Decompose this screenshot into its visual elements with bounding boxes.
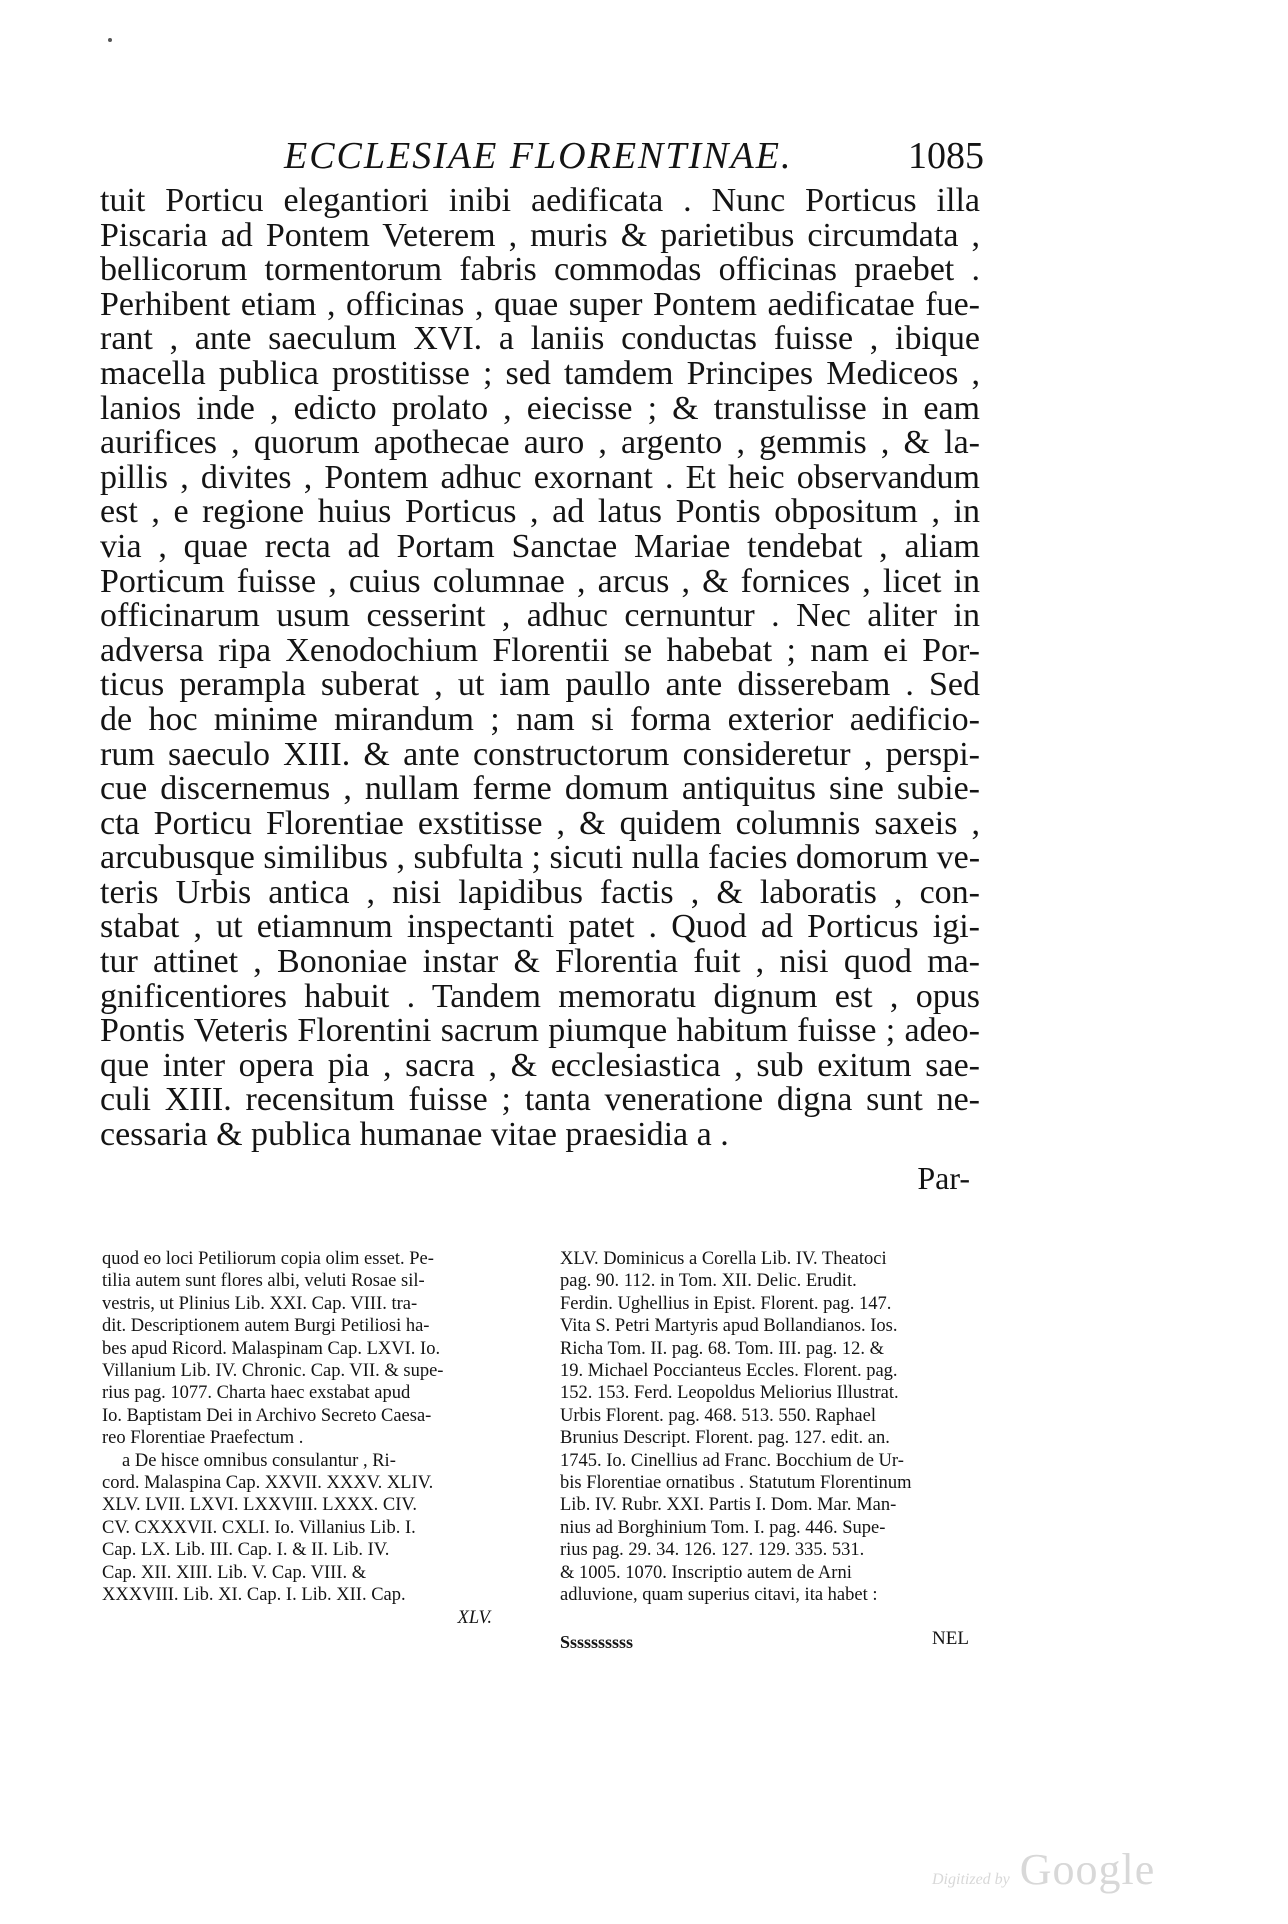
text-line: aurifices , quorum apothecae auro , argento , gemmis , & la- <box>100 424 980 462</box>
footnote-line: Villanium Lib. IV. Chronic. Cap. VII. & supe- <box>102 1361 444 1382</box>
footnote-line: Cap. XII. XIII. Lib. V. Cap. VIII. & <box>102 1562 367 1583</box>
footnote-line: rius pag. 1077. Charta haec exstabat apud <box>102 1383 411 1404</box>
footnote-line: nius ad Borghinium Tom. I. pag. 446. Supe- <box>560 1517 886 1538</box>
main-text <box>100 184 980 1153</box>
footnote-line: XLV. <box>457 1607 492 1628</box>
signature-mark: Ssssssssss <box>560 1632 634 1652</box>
footnote-line: Lib. IV. Rubr. XXI. Partis I. Dom. Mar. Man- <box>560 1495 897 1516</box>
footnote-line: quod eo loci Petiliorum copia olim esset. Pe- <box>102 1249 434 1269</box>
watermark-prefix: Digitized by <box>932 1871 1010 1888</box>
text-line: macella publica prostitisse ; sed tamdem Principes Mediceos , <box>100 354 980 392</box>
text-line: ticus perampla suberat , ut iam paullo ante disserebam . Sed <box>100 666 980 704</box>
text-line: officinarum usum cesserint , adhuc cernuntur . Nec aliter in <box>100 597 980 635</box>
text-line: pillis , divites , Pontem adhuc exornant . Et heic observandum <box>100 458 980 496</box>
footnote-line: Urbis Florent. pag. 468. 513. 550. Raphael <box>560 1405 876 1426</box>
text-line: cta Porticu Florentiae exstitisse , & quidem columnis saxeis , <box>100 804 980 842</box>
text-line: gnificentiores habuit . Tandem memoratu dignum est , opus <box>100 977 980 1015</box>
watermark-logo: Google <box>1019 1845 1156 1894</box>
footnote-line: 19. Michael Poccianteus Eccles. Florent. pag. <box>560 1361 898 1382</box>
text-line: rant , ante saeculum XVI. a laniis conductas fuisse , ibique <box>100 320 980 358</box>
footnote-line: XLV. Dominicus a Corella Lib. IV. Theatoci <box>560 1249 887 1269</box>
footnote-catchword: NEL <box>932 1628 969 1649</box>
text-line: Perhibent etiam , officinas , quae super Pontem aedificatae fue- <box>100 285 980 323</box>
footnote-line: & 1005. 1070. Inscriptio autem de Arni <box>560 1562 852 1583</box>
footnote-line: XXXVIII. Lib. XI. Cap. I. Lib. XII. Cap. <box>102 1585 406 1606</box>
footnote-line: bes apud Ricord. Malaspinam Cap. LXVI. Io. <box>102 1338 441 1359</box>
footnote-line: Ferdin. Ughellius in Epist. Florent. pag. 147. <box>560 1293 892 1314</box>
footnote-line: 1745. Io. Cinellius ad Franc. Bocchium de Ur- <box>560 1450 904 1471</box>
footnote-line: Richa Tom. II. pag. 68. Tom. III. pag. 12. & <box>560 1338 885 1359</box>
footnote-line: adluvione, quam superius citavi, ita habet : <box>560 1585 878 1606</box>
footnote-line: pag. 90. 112. in Tom. XII. Delic. Erudit. <box>560 1271 857 1292</box>
footnote-line: Cap. LX. Lib. III. Cap. I. & II. Lib. IV. <box>102 1540 390 1561</box>
text-line: tuit Porticu elegantiori inibi aedificata . Nunc Porticus illa <box>100 182 980 219</box>
footnote-line: Io. Baptistam Dei in Archivo Secreto Caesa- <box>102 1405 432 1426</box>
text-line: Piscaria ad Pontem Veterem , muris & parietibus circumdata , <box>100 216 980 254</box>
footnote-line: CV. CXXXVII. CXLI. Io. Villanius Lib. I. <box>102 1517 416 1538</box>
page-speck <box>108 38 112 42</box>
running-head <box>284 134 984 184</box>
footnote-line: cord. Malaspina Cap. XXVII. XXXV. XLIV. <box>102 1473 434 1494</box>
text-line: lanios inde , edicto prolato , eiecisse ; & transtulisse in eam <box>100 389 980 427</box>
text-line: que inter opera pia , sacra , & ecclesiastica , sub exitum sae- <box>100 1046 980 1084</box>
footnote-line: a De hisce omnibus consulantur , Ri- <box>122 1450 396 1471</box>
text-line: arcubusque similibus , subfulta ; sicuti nulla facies domorum ve- <box>100 839 981 877</box>
footnote-line: vestris, ut Plinius Lib. XXI. Cap. VIII. tra- <box>102 1293 418 1314</box>
page-number: 1085 <box>908 135 984 177</box>
footnote-line: bis Florentiae ornatibus . Statutum Florentinum <box>560 1473 912 1494</box>
footnote-line: XLV. LVII. LXVI. LXXVIII. LXXX. CIV. <box>102 1495 417 1516</box>
footnote-line: rius pag. 29. 34. 126. 127. 129. 335. 531. <box>560 1540 865 1561</box>
text-line: Pontis Veteris Florentini sacrum piumque habitum fuisse ; adeo- <box>100 1012 980 1050</box>
footnotes-right-column <box>560 1248 998 1607</box>
footnote-line: reo Florentiae Praefectum . <box>102 1428 304 1449</box>
text-line: via , quae recta ad Portam Sanctae Mariae tendebat , aliam <box>100 527 980 565</box>
text-line: culi XIII. recensitum fuisse ; tanta veneratione digna sunt ne- <box>100 1081 980 1119</box>
text-line: tur attinet , Bononiae instar & Florentia fuit , nisi quod ma- <box>100 943 980 981</box>
running-title: ECCLESIAE FLORENTINAE. <box>284 135 793 177</box>
text-line: adversa ripa Xenodochium Florentii se habebat ; nam ei Por- <box>100 631 980 669</box>
text-line: est , e regione huius Porticus , ad latus Pontis obpositum , in <box>100 493 980 531</box>
text-line: rum saeculo XIII. & ante constructorum consideretur , perspi- <box>100 735 980 773</box>
text-line: cue discernemus , nullam ferme domum antiquitus sine subie- <box>100 770 980 808</box>
footnote-line: Brunius Descript. Florent. pag. 127. edit. an. <box>560 1428 890 1449</box>
footnote-line: Vita S. Petri Martyris apud Bollandianos. Ios. <box>560 1316 898 1337</box>
digitization-watermark <box>932 1844 1155 1895</box>
text-line: cessaria & publica humanae vitae praesidia a . <box>100 1116 729 1154</box>
text-line: bellicorum tormentorum fabris commodas officinas praebet . <box>100 251 980 289</box>
footnote-line: dit. Descriptionem autem Burgi Petiliosi ha- <box>102 1316 430 1337</box>
footnotes-left-column <box>102 1248 510 1629</box>
catchword: Par- <box>917 1160 970 1196</box>
footnote-line: tilia autem sunt flores albi, veluti Rosae sil- <box>102 1271 425 1292</box>
footnote-line: 152. 153. Ferd. Leopoldus Meliorius Illustrat. <box>560 1383 899 1404</box>
text-line: de hoc minime mirandum ; nam si forma exterior aedificio- <box>100 700 980 738</box>
text-line: teris Urbis antica , nisi lapidibus factis , & laboratis , con- <box>100 873 980 911</box>
text-line: Porticum fuisse , cuius columnae , arcus , & fornices , licet in <box>100 562 980 600</box>
text-line: stabat , ut etiamnum inspectanti patet . Quod ad Porticus igi- <box>100 908 980 946</box>
